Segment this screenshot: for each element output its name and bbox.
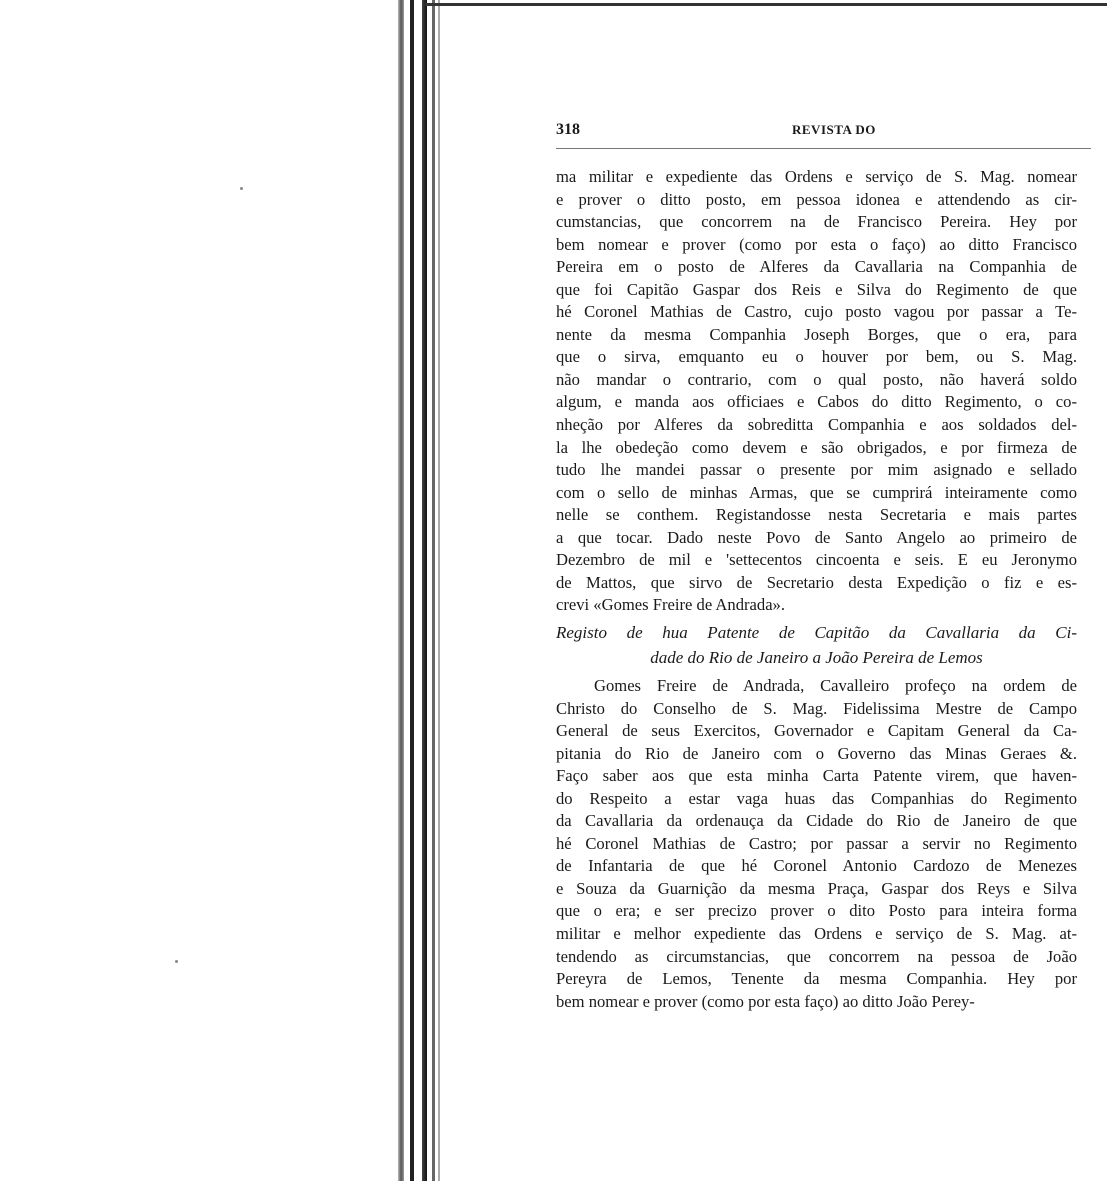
section-heading bbox=[556, 620, 1077, 670]
text-line: Pereyra de Lemos, Tenente da mesma Companhia. Hey por bbox=[556, 969, 1077, 989]
text-line: e prover o ditto posto, em pessoa idonea e attendendo as cir- bbox=[556, 189, 1077, 209]
text-line: de Mattos, que sirvo de Secretario desta Expedição o fiz e es- bbox=[556, 572, 1077, 592]
text-line: e Souza da Guarnição da mesma Praça, Gaspar dos Reys e Silva bbox=[556, 878, 1077, 898]
book-binding-edge bbox=[432, 0, 435, 1181]
text-line: dade do Rio de Janeiro a João Pereira de Lemos bbox=[650, 648, 983, 667]
text-line: bem nomear e prover (como por esta faço) ao ditto João Perey- bbox=[556, 991, 975, 1011]
text-line: do Respeito a estar vaga huas das Companhias do Regimento bbox=[556, 788, 1077, 808]
scan-speck bbox=[175, 960, 178, 963]
text-line: a que tocar. Dado neste Povo de Santo Angelo ao primeiro de bbox=[556, 527, 1077, 547]
text-line: tendendo as circumstancias, que concorrem na pessoa de João bbox=[556, 946, 1077, 966]
text-line: militar e melhor expediente das Ordens e serviço de S. Mag. at- bbox=[556, 924, 1077, 944]
page-number: 318 bbox=[556, 121, 580, 138]
text-line: que foi Capitão Gaspar dos Reis e Silva do Regimento de que bbox=[556, 279, 1077, 299]
text-line: cumstancias, que concorrem na de Francisco Pereira. Hey por bbox=[556, 212, 1077, 232]
text-line: Gomes Freire de Andrada, Cavalleiro profeço na ordem de bbox=[594, 676, 1077, 695]
text-line: tudo lhe mandei passar o presente por mim asignado e sellado bbox=[556, 460, 1077, 480]
book-binding-shadow bbox=[398, 0, 404, 1181]
text-line: da Cavallaria da ordenauça da Cidade do Rio de Janeiro de que bbox=[556, 811, 1077, 831]
text-line: algum, e manda aos officiaes e Cabos do ditto Regimento, o co- bbox=[556, 392, 1077, 412]
text-line: Christo do Conselho de S. Mag. Fidelissima Mestre de Campo bbox=[556, 698, 1077, 718]
scan-speck bbox=[240, 187, 243, 190]
text-line: não mandar o contrario, com o qual posto, não haverá soldo bbox=[556, 369, 1077, 389]
text-line: hé Coronel Mathias de Castro; por passar a servir no Regimento bbox=[556, 833, 1077, 853]
text-line: Pereira em o posto de Alferes da Cavallaria na Companhia de bbox=[556, 257, 1077, 277]
book-binding-edge bbox=[410, 0, 414, 1181]
text-line: com o sello de minhas Armas, que se cumprirá inteiramente como bbox=[556, 482, 1077, 502]
paragraph-2 bbox=[556, 675, 1077, 1013]
text-line: Dezembro de mil e 'settecentos cincoenta e seis. E eu Jeronymo bbox=[556, 550, 1077, 570]
text-line: bem nomear e prover (como por esta o faço) ao ditto Francisco bbox=[556, 234, 1077, 254]
text-line: pitania do Rio de Janeiro com o Governo das Minas Geraes &. bbox=[556, 743, 1077, 763]
text-line: General de seus Exercitos, Governador e Capitam General da Ca- bbox=[556, 721, 1077, 741]
text-line: que o sirva, emquanto eu o houver por bem, ou S. Mag. bbox=[556, 347, 1077, 367]
page-top-edge bbox=[425, 3, 1107, 6]
text-line: nelle se conthem. Registandosse nesta Secretaria e mais partes bbox=[556, 505, 1077, 525]
text-line: Faço saber aos que esta minha Carta Patente virem, que haven- bbox=[556, 766, 1077, 786]
text-line: crevi «Gomes Freire de Andrada». bbox=[556, 595, 786, 615]
text-line: que o era; e ser precizo prover o dito Posto para inteira forma bbox=[556, 901, 1077, 921]
text-line: nente da mesma Companhia Joseph Borges, que o era, para bbox=[556, 324, 1077, 344]
running-head: REVISTA DO bbox=[792, 122, 876, 137]
text-line: de Infantaria de que hé Coronel Antonio Cardozo de Menezes bbox=[556, 856, 1077, 876]
book-binding-edge bbox=[438, 0, 440, 1181]
text-line: ma militar e expediente das Ordens e serviço de S. Mag. nomear bbox=[556, 167, 1077, 186]
text-line: nheção por Alferes da sobreditta Companhia e aos soldados del- bbox=[556, 415, 1077, 435]
page-header bbox=[556, 121, 1077, 143]
text-line: la lhe obedeção como devem e são obrigados, e por firmeza de bbox=[556, 437, 1077, 457]
paragraph-1 bbox=[556, 166, 1077, 617]
text-line: hé Coronel Mathias de Castro, cujo posto vagou por passar a Te- bbox=[556, 302, 1077, 322]
book-binding-edge bbox=[422, 0, 427, 1181]
header-rule bbox=[556, 148, 1091, 149]
text-line: Registo de hua Patente de Capitão da Cavallaria da Ci- bbox=[556, 623, 1077, 642]
